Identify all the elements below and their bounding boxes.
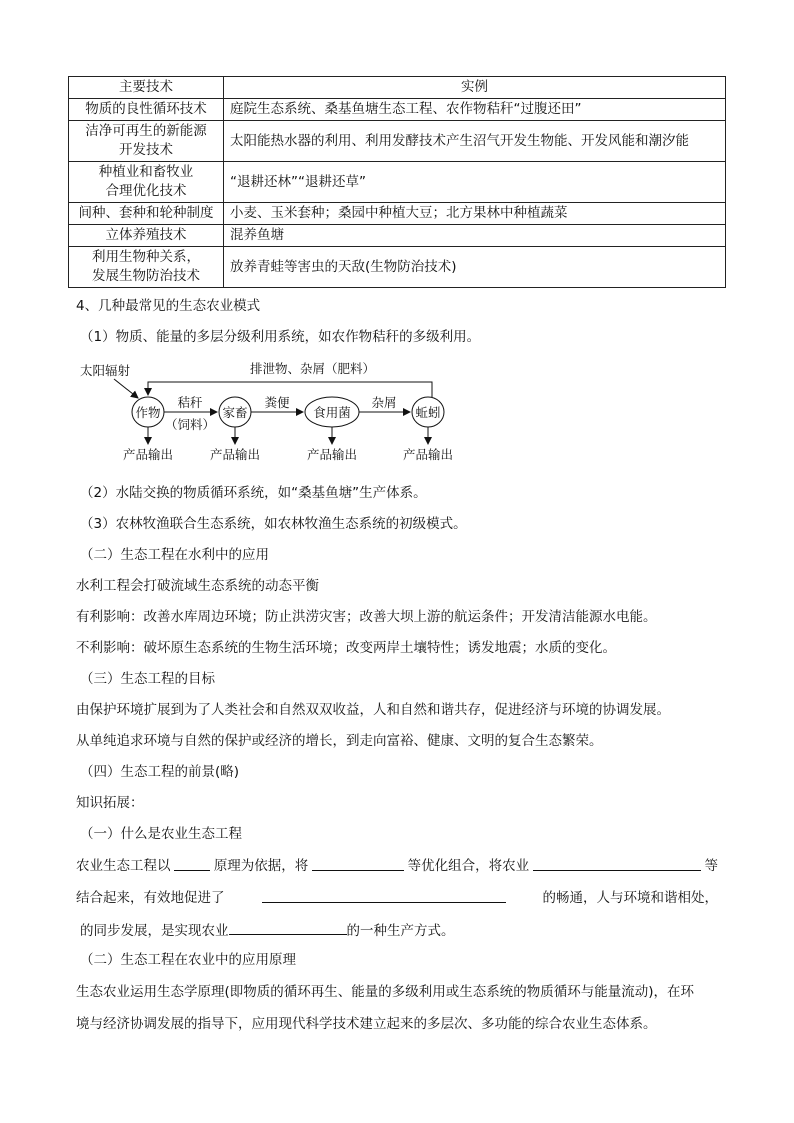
output-label: 产品输出 bbox=[306, 447, 358, 462]
edge1-bottom-label: （饲料） bbox=[164, 417, 216, 432]
node-earthworm-label: 蚯蚓 bbox=[415, 405, 441, 420]
fill-blank-line3 bbox=[76, 920, 455, 941]
table-row bbox=[69, 247, 726, 288]
edge3-label: 杂屑 bbox=[371, 395, 397, 410]
header-example: 实例 bbox=[224, 77, 726, 99]
goal-title: （三）生态工程的目标 bbox=[80, 671, 215, 687]
section4-title: 4、几种最常见的生态农业模式 bbox=[76, 298, 261, 314]
table-row bbox=[69, 203, 726, 225]
example-cell: “退耕还林”“退耕还草” bbox=[224, 162, 726, 203]
technology-table bbox=[68, 76, 726, 288]
answer-blank[interactable] bbox=[229, 920, 347, 935]
node-fungus-label: 食用菌 bbox=[313, 405, 351, 420]
tech-cell: 间种、套种和轮种制度 bbox=[69, 203, 224, 225]
extension-sub2: （二）生态工程在农业中的应用原理 bbox=[80, 952, 296, 968]
example-cell: 混养鱼塘 bbox=[224, 225, 726, 247]
tech-cell: 种植业和畜牧业 合理优化技术 bbox=[69, 162, 224, 203]
fill-text: 结合起来，有效地促进了 bbox=[76, 890, 225, 906]
tech-cell: 物质的良性循环技术 bbox=[69, 99, 224, 121]
fill-text: 的畅通，人与环境和谐相处， bbox=[542, 890, 718, 906]
section4-item3: （3）农林牧渔联合生态系统，如农林牧渔生态系统的初级模式。 bbox=[80, 516, 467, 532]
extension-p-line2: 境与经济协调发展的指导下，应用现代科学技术建立起来的多层次、多功能的综合农业生态体系。 bbox=[76, 1016, 657, 1032]
table-row bbox=[69, 99, 726, 121]
example-cell: 太阳能热水器的利用、利用发酵技术产生沼气开发生物能、开发风能和潮汐能 bbox=[224, 121, 726, 162]
extension-p-line1: 生态农业运用生态学原理(即物质的循环再生、能量的多级利用或生态系统的物质循环与能量流动)，在环 bbox=[76, 984, 695, 1000]
node-crop-label: 作物 bbox=[135, 405, 161, 420]
answer-blank[interactable] bbox=[533, 856, 701, 871]
output-label: 产品输出 bbox=[209, 447, 261, 462]
tech-cell: 利用生物种关系， 发展生物防治技术 bbox=[69, 247, 224, 288]
table-row bbox=[69, 225, 726, 247]
water-p2: 有利影响：改善水库周边环境；防止洪涝灾害；改善大坝上游的航运条件；开发清洁能源水电能。 bbox=[76, 609, 657, 625]
tech-cell: 立体养殖技术 bbox=[69, 225, 224, 247]
fill-text: 原理为依据，将 bbox=[213, 858, 309, 874]
example-cell: 小麦、玉米套种；桑园中种植大豆；北方果林中种植蔬菜 bbox=[224, 203, 726, 225]
fill-blank-line1 bbox=[76, 856, 718, 876]
table-row bbox=[69, 162, 726, 203]
fill-text: 的同步发展，是实现农业 bbox=[80, 923, 229, 939]
table-row bbox=[69, 121, 726, 162]
fill-text: 等优化组合，将农业 bbox=[407, 858, 530, 874]
extension-title: 知识拓展： bbox=[76, 795, 144, 811]
header-tech: 主要技术 bbox=[69, 77, 224, 99]
goal-p2: 从单纯追求环境与自然的保护或经济的增长，到走向富裕、健康、文明的复合生态繁荣。 bbox=[76, 733, 603, 749]
edge1-top-label: 秸秆 bbox=[177, 395, 203, 410]
fill-blank-line2 bbox=[76, 888, 718, 908]
node-livestock-label: 家畜 bbox=[222, 405, 248, 420]
example-cell: 放养青蛙等害虫的天敌(生物防治技术) bbox=[224, 247, 726, 288]
section4-item2: （2）水陆交换的物质循环系统，如“桑基鱼塘”生产体系。 bbox=[80, 485, 427, 501]
answer-blank[interactable] bbox=[262, 888, 506, 903]
water-p3: 不利影响：破坏原生态系统的生物生活环境；改变两岸土壤特性；诱发地震；水质的变化。 bbox=[76, 640, 616, 656]
fill-text: 的一种生产方式。 bbox=[346, 923, 455, 939]
output-label: 产品输出 bbox=[122, 447, 174, 462]
table-header-row bbox=[69, 77, 726, 99]
section4-item1: （1）物质、能量的多层分级利用系统，如农作物秸秆的多级利用。 bbox=[80, 329, 481, 345]
sun-label: 太阳辐射 bbox=[80, 363, 131, 378]
answer-blank[interactable] bbox=[312, 856, 404, 871]
edge2-label: 粪便 bbox=[264, 395, 290, 410]
water-title: （二）生态工程在水利中的应用 bbox=[80, 547, 269, 563]
output-label: 产品输出 bbox=[402, 447, 454, 462]
fill-text: 农业生态工程以 bbox=[76, 858, 171, 874]
example-cell: 庭院生态系统、桑基鱼塘生态工程、农作物秸秆“过腹还田” bbox=[224, 99, 726, 121]
sun-arrow bbox=[114, 379, 138, 398]
extension-sub1: （一）什么是农业生态工程 bbox=[80, 826, 242, 842]
fill-text: 等 bbox=[704, 858, 718, 874]
prospect-title: （四）生态工程的前景(略) bbox=[80, 764, 240, 780]
water-p1: 水利工程会打破流域生态系统的动态平衡 bbox=[76, 578, 319, 594]
answer-blank[interactable] bbox=[174, 856, 210, 871]
goal-p1: 由保护环境扩展到为了人类社会和自然双双收益，人和自然和谐共存，促进经济与环境的协调发展。 bbox=[76, 702, 670, 718]
tech-cell: 洁净可再生的新能源 开发技术 bbox=[69, 121, 224, 162]
agriculture-flow-diagram bbox=[76, 360, 476, 468]
feedback-label: 排泄物、杂屑（肥料） bbox=[250, 361, 376, 376]
